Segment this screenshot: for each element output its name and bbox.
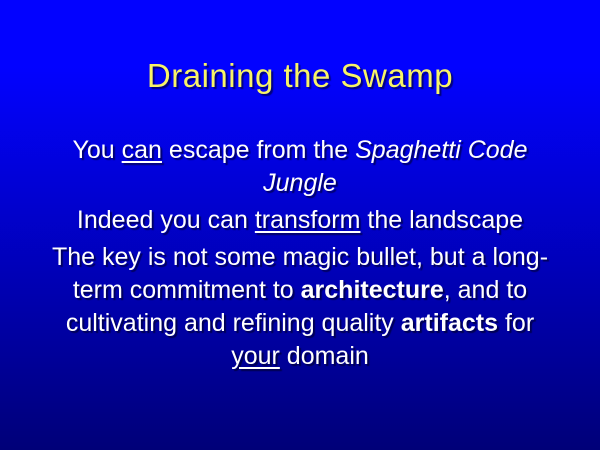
text-segment-plain: The key is not some magic bullet, but a long-term commitment to (51, 243, 549, 304)
slide-body (50, 134, 550, 373)
body-paragraph (50, 134, 550, 200)
text-segment-bold: artifacts (400, 309, 499, 337)
text-segment-plain: the landscape (360, 206, 524, 234)
text-segment-plain: Indeed you can (76, 206, 255, 234)
text-segment-italic: Spaghetti Code Jungle (263, 136, 528, 197)
text-segment-plain: , and to cultivating and refining quality (65, 276, 528, 337)
text-segment-underline: can (121, 136, 162, 164)
text-segment-plain: domain (279, 342, 369, 370)
body-paragraph (50, 204, 550, 237)
text-segment-bold: architecture (300, 276, 444, 304)
text-segment-underline: your (231, 342, 280, 370)
slide-title: Draining the Swamp (146, 57, 454, 94)
text-segment-plain: escape from the (161, 136, 356, 164)
text-segment-plain: for (498, 309, 535, 337)
text-segment-underline: transform (254, 206, 361, 234)
text-segment-plain: You (72, 136, 122, 164)
body-paragraph (50, 241, 550, 373)
